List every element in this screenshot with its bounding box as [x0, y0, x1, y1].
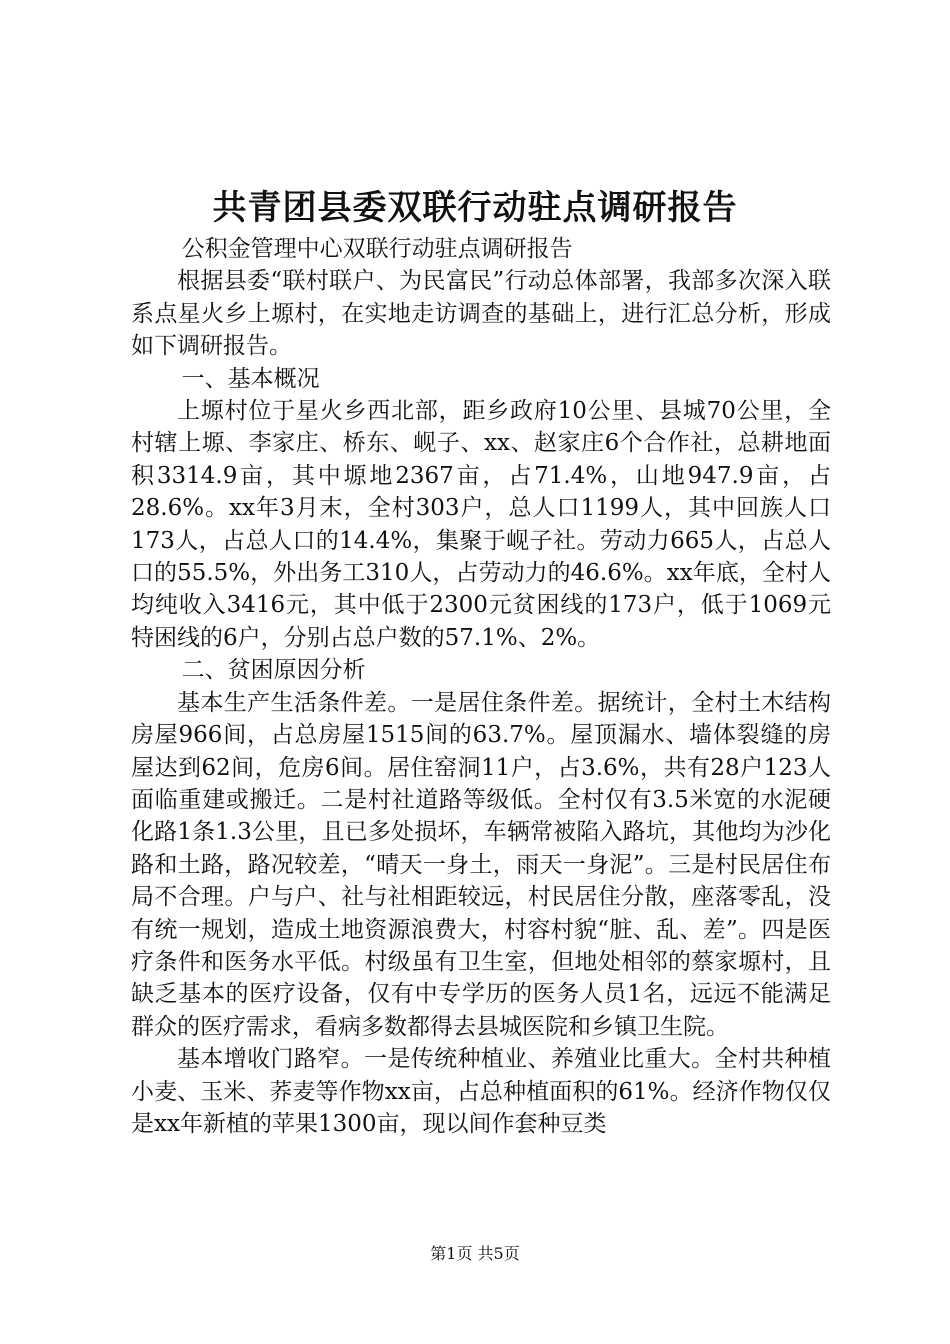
- section-heading-poverty-causes: 二、贫困原因分析: [181, 657, 366, 684]
- income-channels-paragraph: 基本增收门路窄。一是传统种植业、养殖业比重大。全村共种植小麦、玉米、荞麦等作物xx亩，占总种植面积的61%。经济作物仅仅是xx年新植的苹果1300亩，现以间作套种豆类: [131, 1046, 831, 1137]
- subtitle-paragraph: 公积金管理中心双联行动驻点调研报告: [181, 236, 573, 262]
- section-heading-overview: 一、基本概况: [181, 365, 320, 392]
- living-conditions-paragraph: 基本生产生活条件差。一是居住条件差。据统计，全村土木结构房屋966间，占总房屋1515间的63.7%。屋顶漏水、墙体裂缝的房屋达到62间，危房6间。居住窑洞11户，占3.6%，共有28户123人面临重建或搬迁。二是村社道路等级低。全村仅有3.5米宽的水泥硬化路1条1.3公里，且已多处损坏，车辆常被陷入路坑，其他均为沙化路和土路，路况较差，“晴天一身土，雨天一身泥”。三是村民居住布局不合理。户与户、社与社相距较远，村民居住分散，座落零乱，没有统一规划，造成土地资源浪费大，村容村貌“脏、乱、差”。四是医疗条件和医务水平低。村级虽有卫生室，但地处相邻的蔡家塬村，且缺乏基本的医疗设备，仅有中专学历的医务人员1名，远远不能满足群众的医疗需求，看病多数都得去县城医院和乡镇卫生院。: [131, 689, 831, 1040]
- document-title: 共青团县委双联行动驻点调研报告: [212, 188, 738, 228]
- overview-paragraph: 上塬村位于星火乡西北部，距乡政府10公里、县城70公里，全村辖上塬、李家庄、桥东、岘子、xx、赵家庄6个合作社，总耕地面积3314.9亩，其中塬地2367亩，占71.4%，山地947.9亩，占28.6%。xx年3月末，全村303户，总人口1199人，其中回族人口173人，占总人口的14.4%，集聚于岘子社。劳动力665人，占总人口的55.5%，外出务工310人，占劳动力的46.6%。xx年底，全村人均纯收入3416元，其中低于2300元贫困线的173户，低于1069元特困线的6户，分别占总户数的57.1%、2%。: [131, 398, 831, 651]
- document-body: [131, 233, 831, 1140]
- intro-paragraph: 根据县委“联村联户、为民富民”行动总体部署，我部多次深入联系点星火乡上塬村，在实地走访调查的基础上，进行汇总分析，形成如下调研报告。: [131, 268, 831, 360]
- page-footer: 第1页 共5页: [430, 1244, 520, 1263]
